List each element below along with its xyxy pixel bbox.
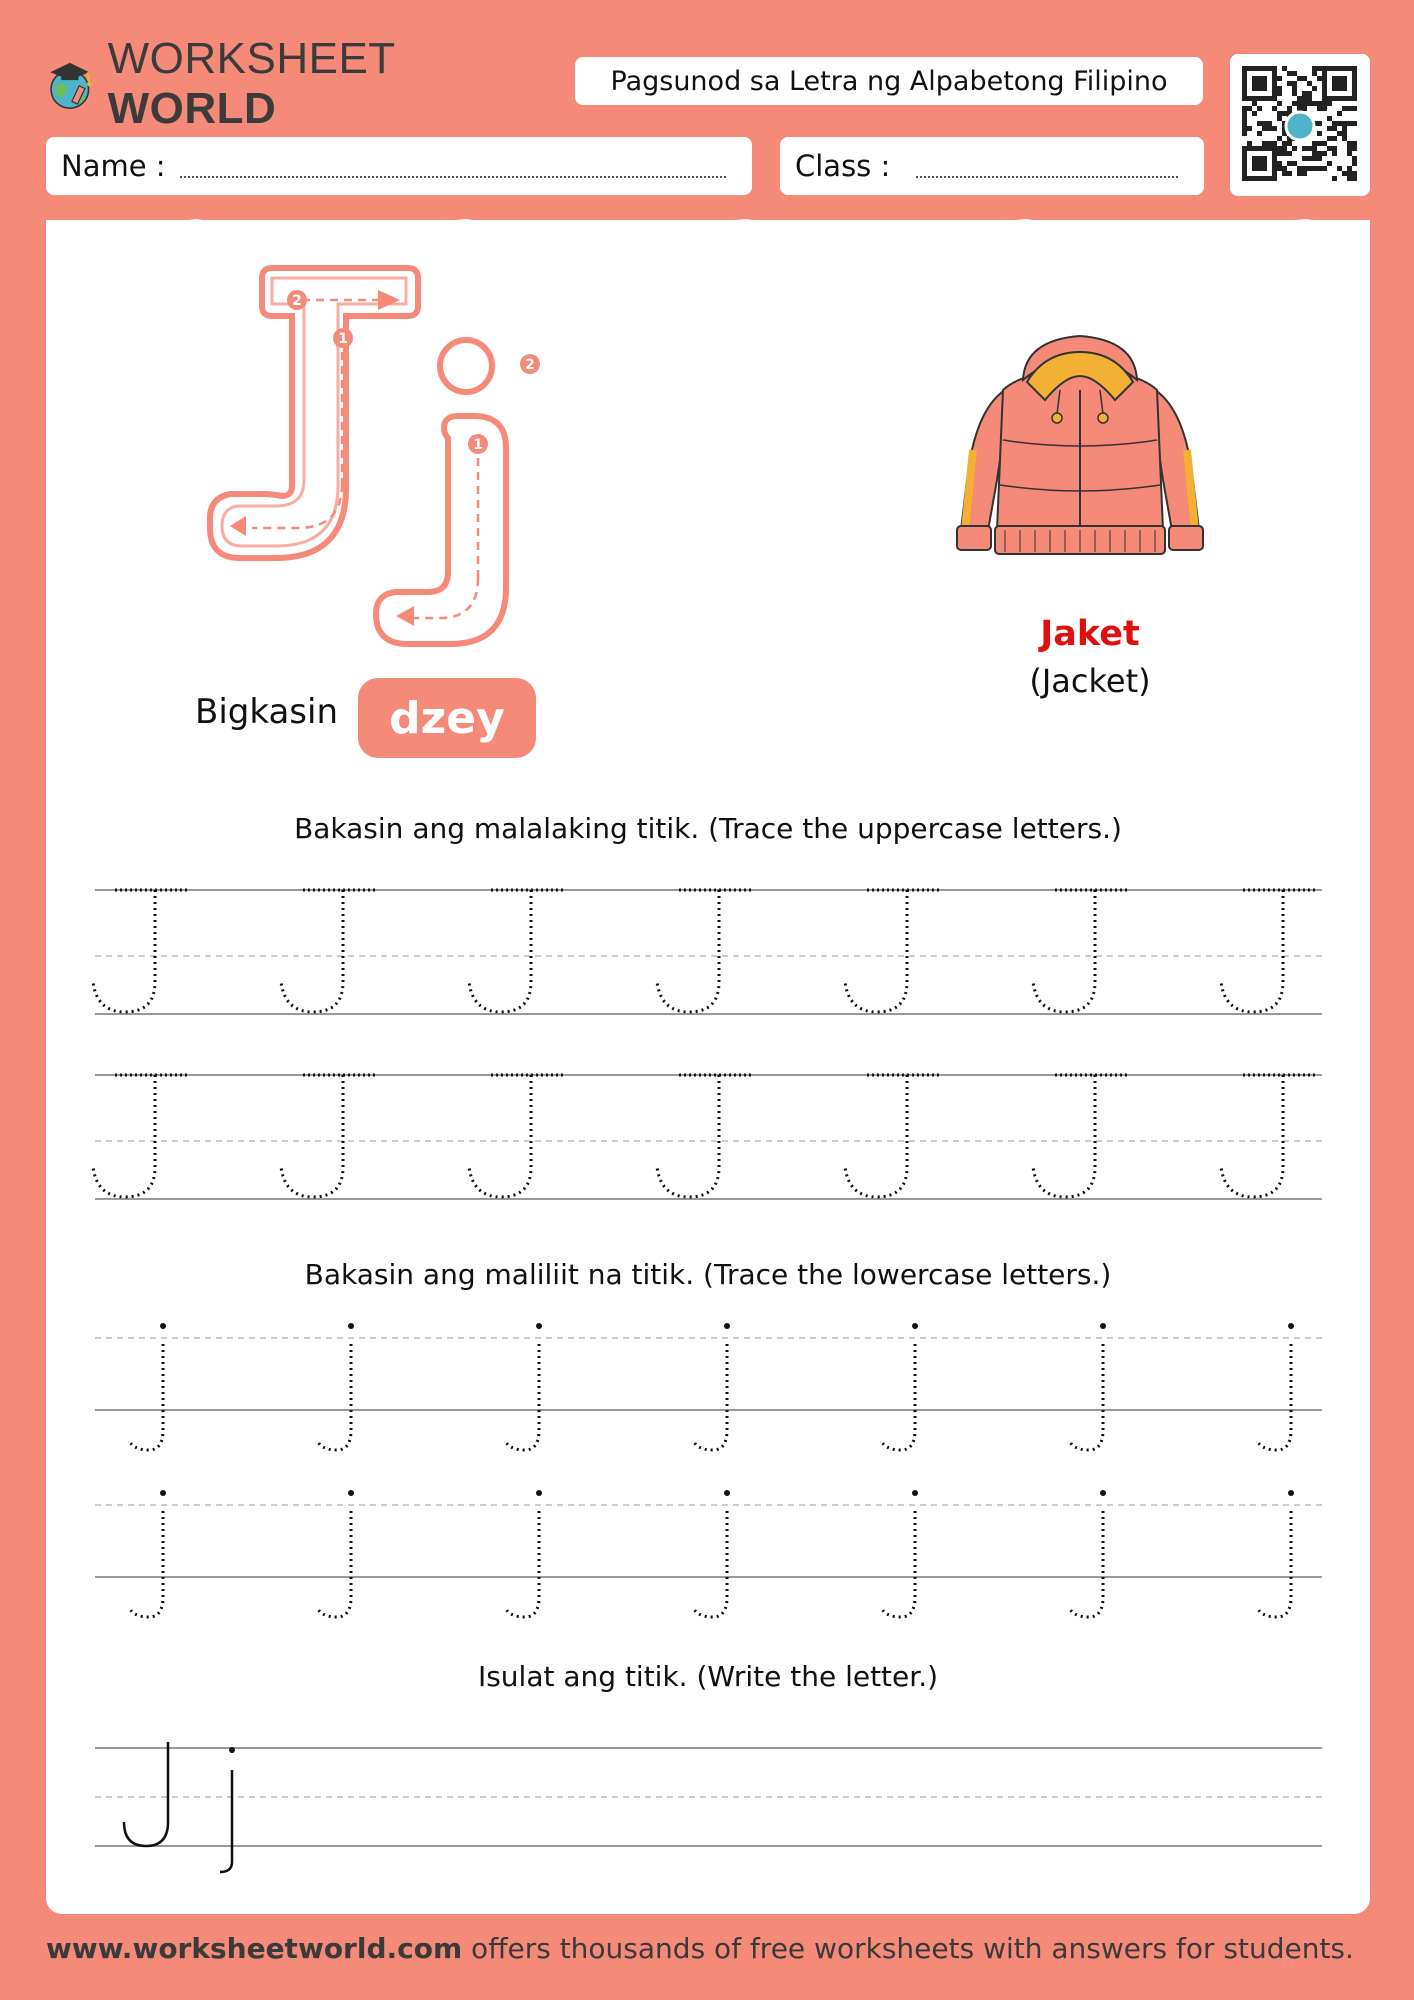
trace-lowercase-j xyxy=(1257,1490,1294,1617)
write-area[interactable] xyxy=(0,1730,1414,1880)
trace-uppercase-j xyxy=(657,1075,753,1197)
uppercase-j-outline xyxy=(210,268,418,558)
write-instruction: Isulat ang titik. (Write the letter.) xyxy=(477,1660,939,1693)
trace-uppercase-j xyxy=(845,890,941,1012)
qr-code xyxy=(1230,54,1370,196)
trace-uppercase-j xyxy=(845,1075,941,1197)
trace-lowercase-j xyxy=(881,1323,918,1450)
trace-lowercase-j xyxy=(1257,1323,1294,1450)
trace-lowercase-j xyxy=(693,1490,730,1617)
uppercase-tracing-area[interactable] xyxy=(0,860,1414,1220)
trace-lowercase-j xyxy=(881,1490,918,1617)
name-label: Name : xyxy=(61,149,166,183)
svg-text:1: 1 xyxy=(338,331,348,347)
trace-uppercase-j xyxy=(93,1075,189,1197)
footer-link[interactable]: www.worksheetworld.com xyxy=(46,1932,463,1965)
sample-uppercase-j xyxy=(124,1742,168,1846)
trace-lowercase-j xyxy=(505,1490,542,1617)
lowercase-instruction: Bakasin ang maliliit na titik. (Trace the lowercase letters.) xyxy=(304,1258,1112,1291)
trace-lowercase-j xyxy=(317,1323,354,1450)
class-field[interactable] xyxy=(780,137,1204,195)
trace-lowercase-j xyxy=(693,1323,730,1450)
trace-lowercase-j xyxy=(129,1323,166,1450)
example-word: Jaket xyxy=(1040,614,1140,654)
class-line xyxy=(916,176,1178,178)
trace-lowercase-j xyxy=(1069,1490,1106,1617)
footer: www.worksheetworld.com offers thousands of free worksheets with answers for students. xyxy=(46,1932,1354,1965)
sample-lowercase-j-dot xyxy=(229,1747,235,1753)
trace-uppercase-j xyxy=(657,890,753,1012)
name-field[interactable] xyxy=(46,137,752,195)
trace-lowercase-j xyxy=(129,1490,166,1617)
trace-uppercase-j xyxy=(93,890,189,1012)
mascot-icon xyxy=(44,47,96,121)
trace-uppercase-j xyxy=(1221,1075,1317,1197)
jacket-icon xyxy=(945,330,1215,570)
trace-uppercase-j xyxy=(281,890,377,1012)
svg-text:2: 2 xyxy=(525,357,535,373)
trace-lowercase-j xyxy=(317,1490,354,1617)
lowercase-tracing-area[interactable] xyxy=(0,1310,1414,1630)
trace-uppercase-j xyxy=(469,1075,565,1197)
trace-uppercase-j xyxy=(281,1075,377,1197)
trace-uppercase-j xyxy=(1033,1075,1129,1197)
pronunciation-label: Bigkasin xyxy=(195,692,338,732)
trace-uppercase-j xyxy=(1221,890,1317,1012)
trace-uppercase-j xyxy=(469,890,565,1012)
worksheet-title: Pagsunod sa Letra ng Alpabetong Filipino xyxy=(575,57,1203,105)
class-label: Class : xyxy=(795,149,891,183)
svg-text:2: 2 xyxy=(292,293,302,309)
trace-uppercase-j xyxy=(1033,890,1129,1012)
uppercase-instruction: Bakasin ang malalaking titik. (Trace the uppercase letters.) xyxy=(294,812,1122,845)
svg-text:1: 1 xyxy=(473,437,483,453)
trace-lowercase-j xyxy=(505,1323,542,1450)
brand-name: WORKSHEET WORLD xyxy=(107,34,395,133)
example-translation: (Jacket) xyxy=(1029,662,1151,700)
letter-guide xyxy=(200,258,560,658)
sample-lowercase-j xyxy=(220,1770,232,1872)
trace-lowercase-j xyxy=(1069,1323,1106,1450)
pronunciation-badge: dzey xyxy=(358,678,536,758)
lowercase-j-outline xyxy=(376,340,540,644)
brand-logo xyxy=(44,34,474,133)
name-line xyxy=(180,176,726,178)
